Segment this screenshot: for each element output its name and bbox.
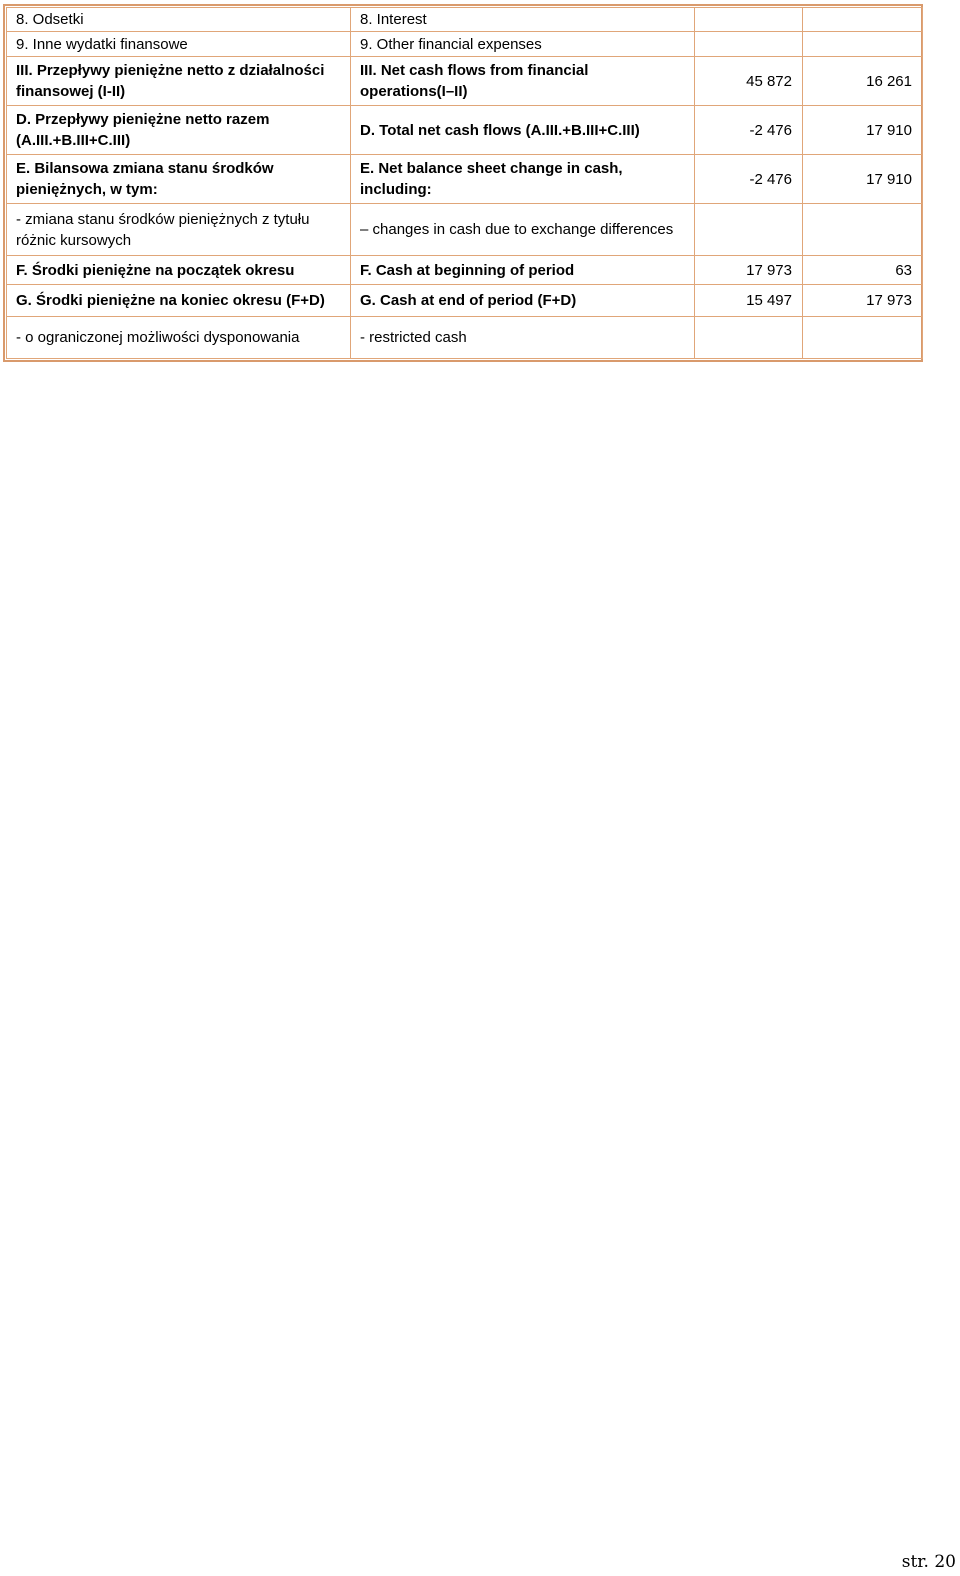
value-current: 45 872 xyxy=(695,57,803,106)
table-row xyxy=(7,155,923,204)
value-previous: 17 910 xyxy=(803,155,923,204)
value-current xyxy=(695,317,803,359)
value-previous: 63 xyxy=(803,256,923,285)
value-previous xyxy=(803,204,923,256)
table-row xyxy=(7,8,923,32)
row-label-en: E. Net balance sheet change in cash, including: xyxy=(351,155,695,204)
row-label-pl: - zmiana stanu środków pieniężnych z tytułu różnic kursowych xyxy=(7,204,351,256)
value-current: -2 476 xyxy=(695,106,803,155)
value-current: 17 973 xyxy=(695,256,803,285)
value-previous: 17 973 xyxy=(803,285,923,317)
row-label-en: 9. Other financial expenses xyxy=(351,32,695,57)
value-previous xyxy=(803,32,923,57)
value-previous: 16 261 xyxy=(803,57,923,106)
row-label-en: – changes in cash due to exchange differences xyxy=(351,204,695,256)
cash-flow-table-frame xyxy=(3,4,923,362)
row-label-pl: G. Środki pieniężne na koniec okresu (F+D) xyxy=(7,285,351,317)
row-label-pl: D. Przepływy pieniężne netto razem (A.III.+B.III+C.III) xyxy=(7,106,351,155)
row-label-pl: 8. Odsetki xyxy=(7,8,351,32)
table-row xyxy=(7,285,923,317)
row-label-en: D. Total net cash flows (A.III.+B.III+C.III) xyxy=(351,106,695,155)
row-label-en: 8. Interest xyxy=(351,8,695,32)
row-label-pl: - o ograniczonej możliwości dysponowania xyxy=(7,317,351,359)
value-current xyxy=(695,8,803,32)
cash-flow-table xyxy=(6,7,923,359)
value-current xyxy=(695,204,803,256)
row-label-pl: 9. Inne wydatki finansowe xyxy=(7,32,351,57)
row-label-pl: E. Bilansowa zmiana stanu środków pieniężnych, w tym: xyxy=(7,155,351,204)
table-row xyxy=(7,32,923,57)
table-row xyxy=(7,57,923,106)
value-previous xyxy=(803,8,923,32)
table-row xyxy=(7,106,923,155)
table-row xyxy=(7,317,923,359)
row-label-pl: III. Przepływy pieniężne netto z działalności finansowej (I-II) xyxy=(7,57,351,106)
row-label-en: G. Cash at end of period (F+D) xyxy=(351,285,695,317)
value-previous xyxy=(803,317,923,359)
value-current: -2 476 xyxy=(695,155,803,204)
row-label-en: F. Cash at beginning of period xyxy=(351,256,695,285)
row-label-pl: F. Środki pieniężne na początek okresu xyxy=(7,256,351,285)
value-current: 15 497 xyxy=(695,285,803,317)
page-number: str. 20 xyxy=(901,1552,956,1572)
table-row xyxy=(7,256,923,285)
value-previous: 17 910 xyxy=(803,106,923,155)
row-label-en: III. Net cash flows from financial operations(I–II) xyxy=(351,57,695,106)
table-row xyxy=(7,204,923,256)
value-current xyxy=(695,32,803,57)
row-label-en: - restricted cash xyxy=(351,317,695,359)
